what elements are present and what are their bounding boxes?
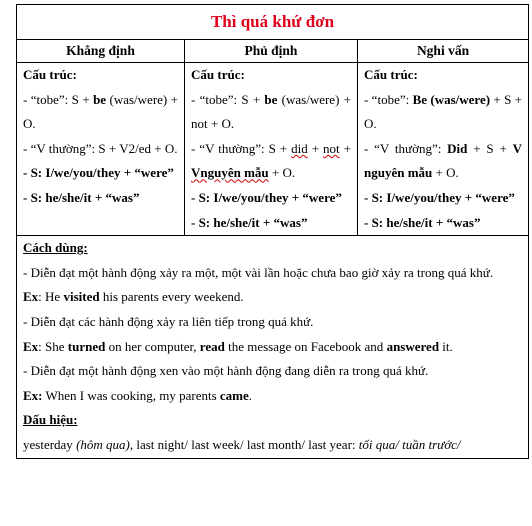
negative-subject-plural: - S: I/we/you/they + “were” (191, 189, 342, 205)
signs-yesterday-meaning: (hôm qua) (76, 436, 130, 452)
negative-did: did (291, 140, 308, 156)
interrogative-verb (364, 137, 522, 186)
interrogative-tobe-text: - “tobe”: (364, 91, 413, 107)
negative-cell (185, 63, 358, 236)
interrogative-verb-text: - “V thường”: (364, 140, 448, 156)
header-affirmative: Khẳng định (17, 40, 185, 63)
example-1-text-b: his parents every weekend. (99, 289, 244, 305)
example-3-text-b: . (248, 387, 253, 403)
signs-label: Dấu hiệu: (23, 412, 78, 428)
interrogative-subject-plural: - S: I/we/you/they + “were” (364, 189, 515, 205)
negative-v-base: Vnguyên mẫu (191, 165, 269, 181)
interrogative-tobe-end: + S + O. (364, 91, 523, 132)
signs-yesterday: yesterday (23, 436, 77, 452)
example-3-label: Ex: (23, 387, 43, 403)
interrogative-subject-singular: - S: he/she/it + “was” (364, 214, 481, 230)
document-page (16, 4, 528, 459)
negative-heading: Cấu trúc: (191, 67, 245, 82)
example-2-verb-2: read (199, 338, 225, 354)
negative-tobe (191, 88, 351, 137)
affirmative-be: be (93, 91, 107, 107)
affirmative-heading: Cấu trúc: (23, 67, 77, 82)
header-negative: Phủ định (185, 40, 358, 63)
interrogative-be: Be (was/were) (412, 91, 491, 107)
example-1-text-a: : He (38, 289, 64, 305)
negative-verb (191, 137, 351, 186)
usage-cell (17, 236, 529, 458)
example-2-verb-3: answered (386, 338, 440, 354)
interrogative-cell (358, 63, 529, 236)
signs-text (23, 433, 522, 458)
signs-list: , last night/ last week/ last month/ last year: (129, 436, 359, 452)
example-2-text-d: it. (439, 338, 453, 354)
signs-list-meaning: tối qua/ tuần trước/ (358, 436, 461, 452)
affirmative-was-were: (was/were) (109, 91, 168, 107)
negative-be: be (264, 91, 278, 107)
negative-plus-2: + (339, 140, 351, 156)
header-interrogative: Nghi vấn (358, 40, 529, 63)
negative-plus: + (307, 140, 324, 156)
negative-verb-end: + O. (268, 165, 296, 181)
example-2-text-a: : She (38, 338, 68, 354)
example-1 (23, 285, 522, 310)
usage-2: - Diễn đạt các hành động xảy ra liên tiếp trong quá khứ. (23, 313, 314, 329)
interrogative-tobe (364, 88, 522, 137)
example-3-verb: came (219, 387, 249, 403)
affirmative-verb: - “V thường”: S + V2/ed + O. (23, 140, 178, 156)
affirmative-cell (17, 63, 185, 236)
usage-label: Cách dùng: (23, 240, 88, 256)
negative-tobe-end: + not + O. (191, 91, 351, 132)
affirmative-tobe-text: - “tobe”: S + (23, 91, 94, 107)
affirmative-tobe-end: + O. (23, 91, 178, 132)
example-3-text-a: When I was cooking, my parents (42, 387, 220, 403)
negative-verb-text: - “V thường”: S + (191, 140, 292, 156)
example-2 (23, 335, 522, 360)
affirmative-subject-plural: - S: I/we/you/they + “were” (23, 165, 174, 181)
interrogative-plus: + S + (467, 140, 513, 156)
example-3 (23, 384, 522, 409)
example-2-text-c: the message on Facebook and (224, 338, 387, 354)
negative-not: not (323, 140, 340, 156)
negative-subject-singular: - S: he/she/it + “was” (191, 214, 308, 230)
table-title: Thì quá khứ đơn (17, 5, 529, 40)
affirmative-subject-singular: - S: he/she/it + “was” (23, 189, 140, 205)
example-2-verb-1: turned (67, 338, 106, 354)
example-2-label: Ex (23, 338, 39, 354)
negative-was-were: (was/were) (281, 91, 340, 107)
example-2-text-b: on her computer, (105, 338, 200, 354)
usage-3: - Diễn đạt một hành động xen vào một hành động đang diễn ra trong quá khứ. (23, 363, 429, 379)
example-1-label: Ex (23, 289, 39, 305)
example-1-verb: visited (63, 289, 100, 305)
interrogative-did: Did (447, 140, 468, 156)
affirmative-tobe (23, 88, 178, 137)
negative-tobe-text: - “tobe”: S + (191, 91, 265, 107)
interrogative-verb-end: + O. (432, 165, 459, 181)
interrogative-v-base: V nguyên mẫu (364, 140, 523, 181)
grammar-table (16, 4, 529, 459)
usage-1: - Diễn đạt một hành động xảy ra một, một vài lần hoặc chưa bao giờ xảy ra trong quá khứ. (23, 264, 494, 280)
interrogative-heading: Cấu trúc: (364, 67, 418, 82)
